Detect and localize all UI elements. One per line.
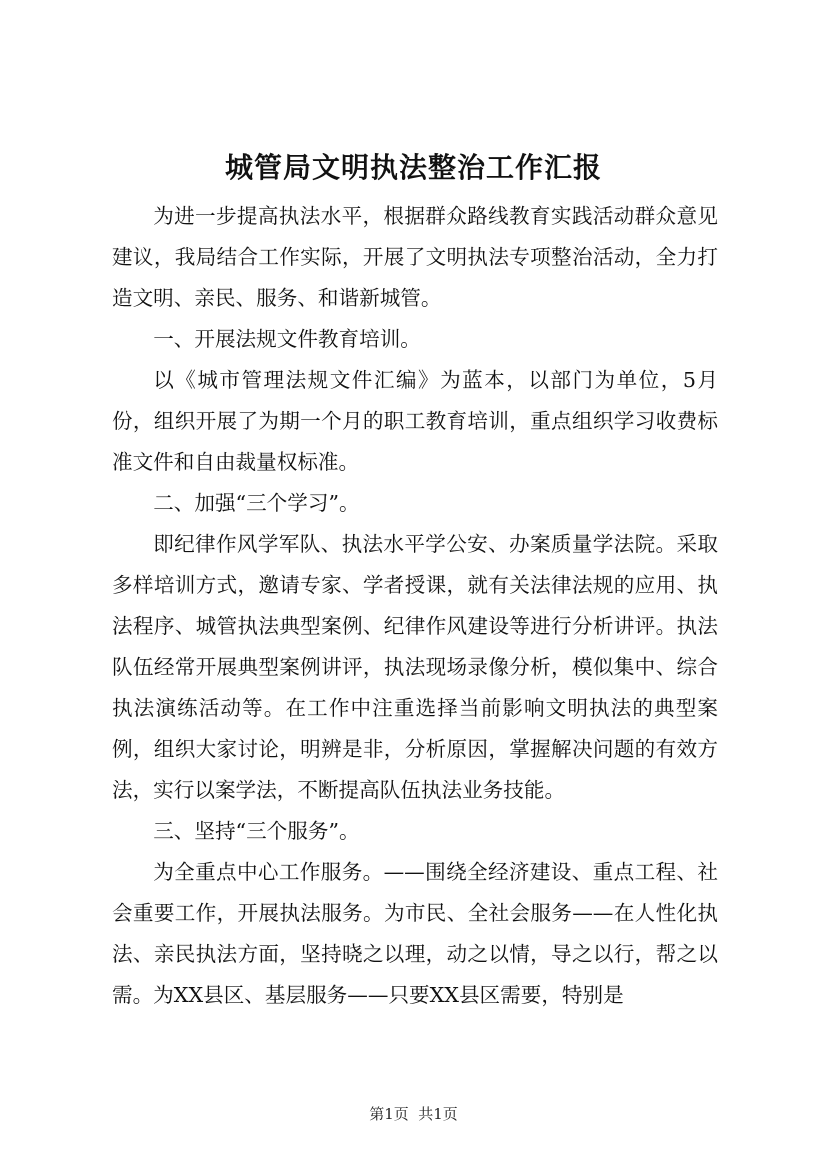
intro-paragraph: 为进一步提高执法水平，根据群众路线教育实践活动群众意见建议，我局结合工作实际，开展了文明执法专项整治活动，全力打造文明、亲民、服务、和谐新城管。: [112, 204, 718, 310]
section-1-paragraph: 以《城市管理法规文件汇编》为蓝本，以部门为单位，5月份，组织开展了为期一个月的职工教育培训，重点组织学习收费标准文件和自由裁量权标准。: [112, 368, 718, 474]
section-heading-3: 三、坚持“三个服务”。: [153, 819, 360, 843]
section-3-paragraph: 为全重点中心工作服务。——围绕全经济建设、重点工程、社会重要工作，开展执法服务。为市民、全社会服务——在人性化执法、亲民执法方面，坚持晓之以理，动之以情，导之以行，帮之以需。为XX县区、基层服务——只要XX县区需要，特别是: [112, 860, 718, 1007]
document-title: 城管局文明执法整治工作汇报: [224, 151, 602, 184]
section-heading-2: 二、加强“三个学习”。: [153, 491, 360, 515]
document-body: [112, 196, 718, 1016]
page-footer: [0, 1104, 827, 1124]
page-number-label: 第1页 共1页: [369, 1105, 458, 1123]
section-2-paragraph: 即纪律作风学军队、执法水平学公安、办案质量学法院。采取多样培训方式，邀请专家、学者授课，就有关法律法规的应用、执法程序、城管执法典型案例、纪律作风建设等进行分析讲评。执法队伍经常开展典型案例讲评，执法现场录像分析，模似集中、综合执法演练活动等。在工作中注重选择当前影响文明执法的典型案例，组织大家讨论，明辨是非，分析原因，掌握解决问题的有效方法，实行以案学法，不断提高队伍执法业务技能。: [112, 532, 718, 802]
section-heading-1: 一、开展法规文件教育培训。: [153, 327, 421, 351]
